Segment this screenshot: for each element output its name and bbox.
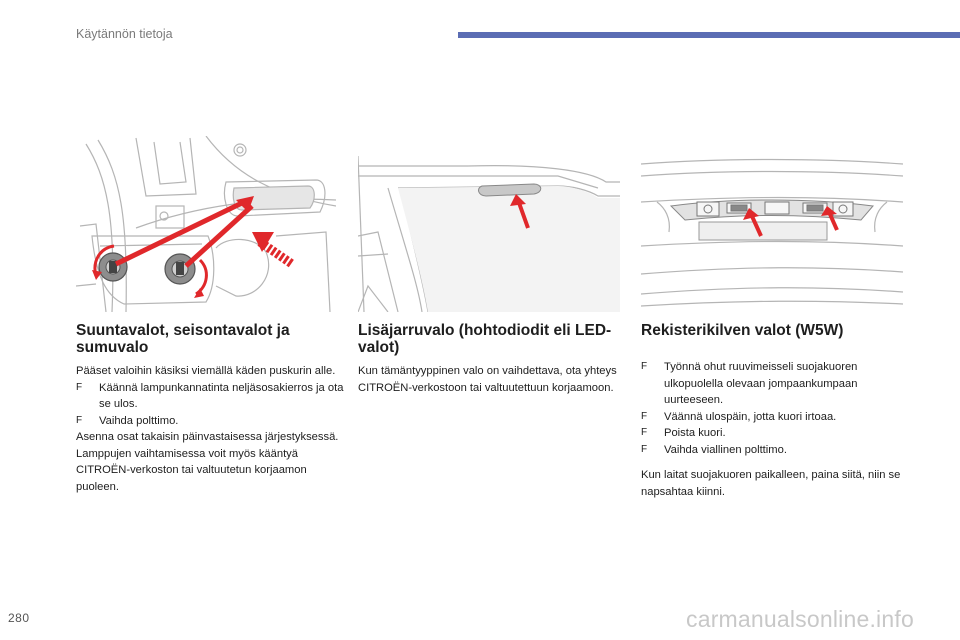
front-lamps-steps: [76, 380, 344, 430]
plate-lights-section: [641, 322, 903, 500]
bullet-icon: F: [641, 443, 648, 455]
plate-lights-refit-note: Kun laitat suojakuoren paikalleen, paina siitä, niin se napsahtaa kiinni.: [641, 469, 901, 498]
bullet-icon: F: [641, 427, 648, 438]
plate-light-illustration: [641, 136, 903, 312]
list-item: F Käännä lampunkannatinta neljäsosakierros ja ota se ulos.: [76, 381, 344, 410]
front-lamp-illustration: [76, 136, 336, 312]
front-lamp-drawing: [76, 136, 336, 312]
brake-light-section: [358, 322, 620, 396]
list-item: F Vaihda polttimo.: [76, 413, 344, 430]
brake-light-drawing: [358, 136, 620, 312]
brake-light-illustration: [358, 136, 620, 312]
section-title: Käytännön tietoja: [76, 27, 173, 41]
front-lamps-reassembly: Asenna osat takaisin päinvastaisessa järjestyksessä.: [76, 431, 339, 443]
front-lamps-service-note: Lamppujen vaihtamisessa voit myös kääntyä CITROËN-verkoston tai valtuutetun korjaamon puoleen.: [76, 447, 307, 493]
brake-light-heading: Lisäjarruvalo (hohtodiodit eli LED-valot): [358, 322, 612, 356]
bullet-icon: F: [76, 414, 83, 426]
watermark: carmanualsonline.info: [686, 606, 914, 632]
plate-lights-heading: Rekisterikilven valot (W5W): [641, 322, 844, 339]
front-lamps-section: [76, 322, 344, 495]
plate-lights-steps: [641, 359, 903, 458]
list-item: F Vaihda viallinen polttimo.: [641, 442, 903, 459]
list-item: F Väännä ulospäin, jotta kuori irtoaa.: [641, 409, 903, 426]
page-number: 280: [8, 611, 30, 625]
plate-light-drawing: [641, 136, 903, 312]
section-accent-bar: [458, 32, 960, 38]
bullet-icon: F: [641, 361, 648, 372]
front-lamps-heading: Suuntavalot, seisontavalot ja sumuvalo: [76, 322, 290, 356]
list-item: F Työnnä ohut ruuvimeisseli suojakuoren ulkopuolella olevaan jompaankumpaan uurteeseen.: [641, 361, 858, 406]
bullet-icon: F: [641, 410, 648, 422]
front-lamps-intro: Pääset valoihin käsiksi viemällä käden puskurin alle.: [76, 365, 336, 377]
list-item: F Poista kuori.: [641, 425, 903, 442]
bullet-icon: F: [76, 381, 83, 393]
brake-light-text: Kun tämäntyyppinen valo on vaihdettava, ota yhteys CITROËN-verkostoon tai valtuutettuun korjaamoon.: [358, 365, 617, 394]
